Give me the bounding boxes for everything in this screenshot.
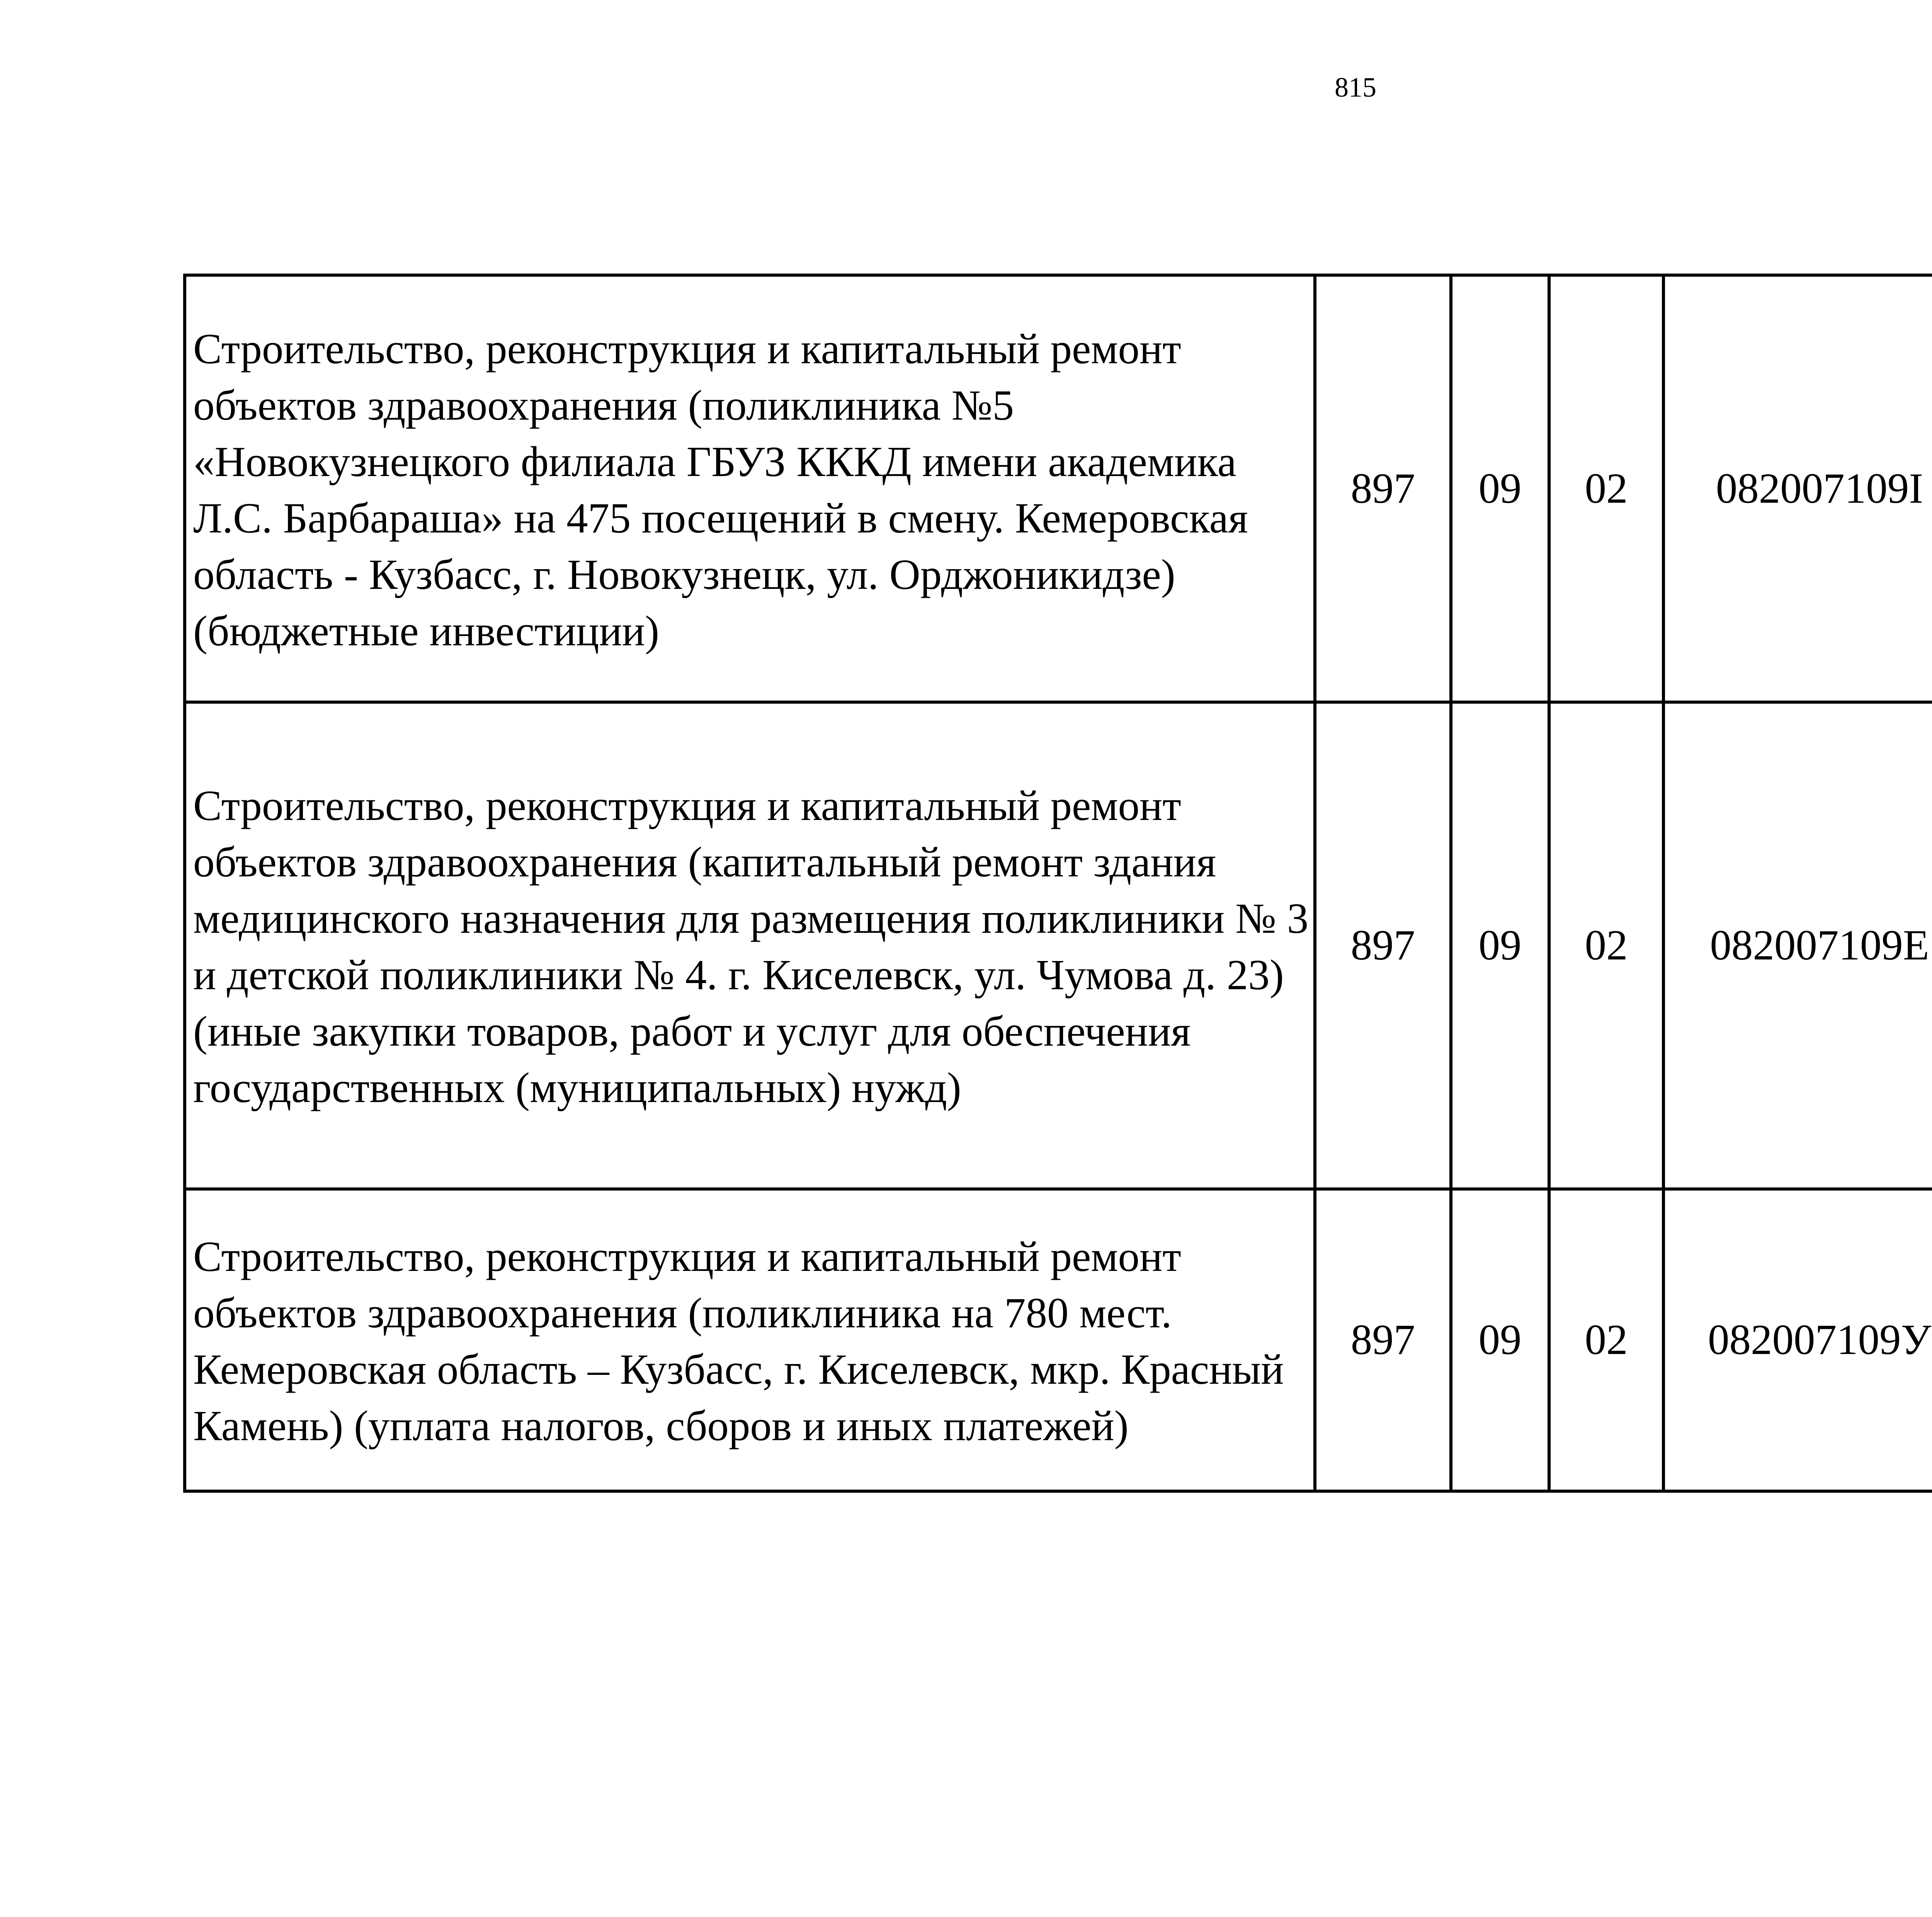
row-description: Строительство, реконструкция и капитальный ремонт объектов здравоохранения (капитальный ремонт здания медицинского назначения для размещения поликлиники № 3 и детской поликлиники № 4. г. Киселевск, ул. Чумова д. 23) (иные закупки товаров, работ и услуг для обеспечения государственных (муниципальных) нужд) [185,702,1315,1189]
row-section-code: 09 [1451,1189,1549,1491]
budget-table [183,274,1932,1493]
row-subsection-code: 02 [1549,275,1663,702]
row-ministry-code: 897 [1315,702,1451,1189]
row-subsection-code: 02 [1549,1189,1663,1491]
row-target-article: 082007109E [1663,702,1932,1189]
row-description: Строительство, реконструкция и капитальный ремонт объектов здравоохранения (поликлиника на 780 мест. Кемеровская область – Кузбасс, г. Киселевск, мкр. Красный Камень) (уплата налогов, сборов и иных платежей) [185,1189,1315,1491]
table-row [185,702,1932,1189]
row-target-article: 082007109У [1663,1189,1932,1491]
table-row [185,275,1932,702]
row-ministry-code: 897 [1315,1189,1451,1491]
row-ministry-code: 897 [1315,275,1451,702]
row-description: Строительство, реконструкция и капитальный ремонт объектов здравоохранения (поликлиника №5 «Новокузнецкого филиала ГБУЗ КККД имени академика Л.С. Барбараша» на 475 посещений в смену. Кемеровская область - Кузбасс, г. Новокузнецк, ул. Орджоникидзе) (бюджетные инвестиции) [185,275,1315,702]
table-row [185,1189,1932,1491]
row-section-code: 09 [1451,702,1549,1189]
row-section-code: 09 [1451,275,1549,702]
row-subsection-code: 02 [1549,702,1663,1189]
row-target-article: 082007109I [1663,275,1932,702]
page-number: 815 [1335,72,1376,103]
